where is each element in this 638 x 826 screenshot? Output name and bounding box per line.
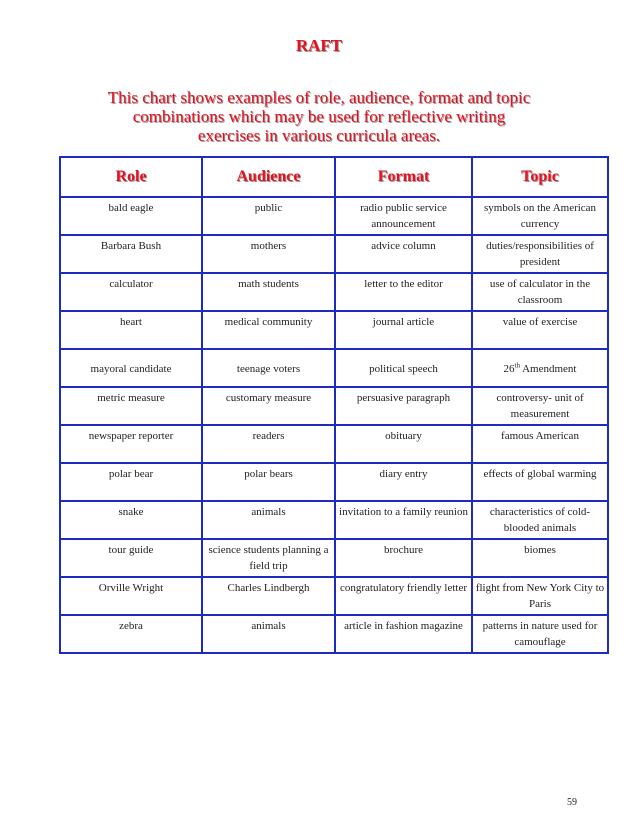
cell-format: advice column bbox=[335, 235, 472, 273]
cell-topic: controversy- unit of measurement bbox=[472, 387, 608, 425]
table-row bbox=[60, 235, 608, 273]
page-title: RAFT bbox=[295, 36, 343, 55]
page-number: 59 bbox=[567, 797, 577, 808]
cell-format: article in fashion magazine bbox=[335, 615, 472, 653]
table-row bbox=[60, 463, 608, 501]
cell-audience: science students planning a field trip bbox=[202, 539, 335, 577]
amendment-ordinal-suffix: th bbox=[514, 361, 520, 370]
cell-audience: animals bbox=[202, 501, 335, 539]
amendment-word: Amendment bbox=[519, 363, 577, 375]
raft-table bbox=[59, 156, 609, 654]
table-header-row bbox=[60, 157, 608, 197]
table-row bbox=[60, 425, 608, 463]
header-audience: Audience bbox=[202, 157, 335, 197]
cell-topic: flight from New York City to Paris bbox=[472, 577, 608, 615]
cell-format: congratulatory friendly letter bbox=[335, 577, 472, 615]
table-row bbox=[60, 615, 608, 653]
cell-format: persuasive paragraph bbox=[335, 387, 472, 425]
cell-audience: Charles Lindbergh bbox=[202, 577, 335, 615]
table-row bbox=[60, 539, 608, 577]
cell-topic: characteristics of cold-blooded animals bbox=[472, 501, 608, 539]
cell-format: obituary bbox=[335, 425, 472, 463]
table-row bbox=[60, 197, 608, 235]
table-row bbox=[60, 387, 608, 425]
cell-audience: medical community bbox=[202, 311, 335, 349]
cell-topic: patterns in nature used for camouflage bbox=[472, 615, 608, 653]
cell-format: letter to the editor bbox=[335, 273, 472, 311]
table-row bbox=[60, 577, 608, 615]
cell-topic bbox=[472, 349, 608, 387]
cell-format: brochure bbox=[335, 539, 472, 577]
table-row bbox=[60, 273, 608, 311]
cell-role: polar bear bbox=[60, 463, 202, 501]
cell-topic: use of calculator in the classroom bbox=[472, 273, 608, 311]
cell-topic: biomes bbox=[472, 539, 608, 577]
cell-audience: mothers bbox=[202, 235, 335, 273]
cell-role: zebra bbox=[60, 615, 202, 653]
cell-audience: public bbox=[202, 197, 335, 235]
cell-topic: duties/responsibilities of president bbox=[472, 235, 608, 273]
cell-format: political speech bbox=[335, 349, 472, 387]
cell-format: radio public service announcement bbox=[335, 197, 472, 235]
cell-format: invitation to a family reunion bbox=[335, 501, 472, 539]
cell-format: diary entry bbox=[335, 463, 472, 501]
cell-topic: value of exercise bbox=[472, 311, 608, 349]
cell-audience: math students bbox=[202, 273, 335, 311]
cell-role: mayoral candidate bbox=[60, 349, 202, 387]
cell-topic: symbols on the American currency bbox=[472, 197, 608, 235]
amendment-number: 26 bbox=[503, 363, 515, 375]
cell-role: Barbara Bush bbox=[60, 235, 202, 273]
intro-paragraph: This chart shows examples of role, audience, format and topic combinations which may be used for reflective writing exercises in various curricula areas. bbox=[107, 88, 531, 145]
cell-audience: polar bears bbox=[202, 463, 335, 501]
cell-role: heart bbox=[60, 311, 202, 349]
cell-role: bald eagle bbox=[60, 197, 202, 235]
cell-role: Orville Wright bbox=[60, 577, 202, 615]
header-topic: Topic bbox=[472, 157, 608, 197]
cell-audience: readers bbox=[202, 425, 335, 463]
table-row bbox=[60, 349, 608, 387]
cell-role: metric measure bbox=[60, 387, 202, 425]
cell-topic: famous American bbox=[472, 425, 608, 463]
cell-role: snake bbox=[60, 501, 202, 539]
cell-audience: teenage voters bbox=[202, 349, 335, 387]
table-row bbox=[60, 311, 608, 349]
header-role: Role bbox=[60, 157, 202, 197]
cell-format: journal article bbox=[335, 311, 472, 349]
cell-role: tour guide bbox=[60, 539, 202, 577]
cell-audience: customary measure bbox=[202, 387, 335, 425]
cell-role: newspaper reporter bbox=[60, 425, 202, 463]
cell-audience: animals bbox=[202, 615, 335, 653]
cell-role: calculator bbox=[60, 273, 202, 311]
cell-topic: effects of global warming bbox=[472, 463, 608, 501]
table-row bbox=[60, 501, 608, 539]
header-format: Format bbox=[335, 157, 472, 197]
